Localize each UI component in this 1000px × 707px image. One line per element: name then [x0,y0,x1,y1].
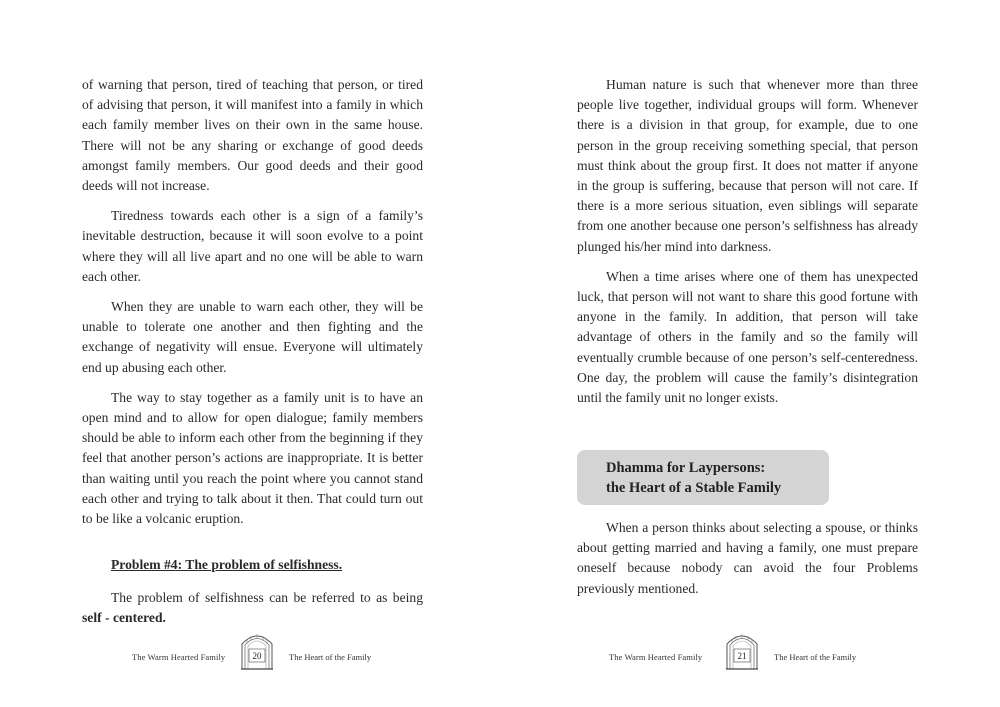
page-number-emblem [240,630,274,670]
footer-book-title: The Warm Hearted Family [132,652,226,662]
paragraph [82,588,423,628]
paragraph: The way to stay together as a family unit is to have an open mind and to allow for open dialogue; family members should be able to inform each other from the beginning if they feel that another person’s actions are inappropriate. It is better than waiting until you reach the point where you cannot stand each other and trying to talk about it then. That could turn out to be like a volcanic eruption. [82,389,423,527]
bold-term: self - centered. [82,610,166,626]
paragraph: Human nature is such that whenever more than three people live together, individual groups will form. Whenever there is a division in that group, for example, due to one person in the group receiving something special, that person must think about the group first. It does not matter if anyone in the group is suffering, because that person will not care. If there is a more serious situation, even siblings will separate from one another because one person’s selfishness has already plunged his/her mind into darkness. [577,77,918,254]
paragraph: When they are unable to warn each other, they will be unable to tolerate one another and then fighting and the exchange of negativity will ensue. Everyone will ultimately end up abusing each other. [82,299,423,375]
page-number: 21 [737,651,747,661]
arch-frame-icon [725,630,759,670]
paragraph-text: The problem of selfishness can be referred to as being [111,590,423,605]
page-footer [0,630,500,670]
page-number-emblem [725,630,759,670]
section-heading-line1: Dhamma for Laypersons: [606,460,766,476]
page-number: 20 [252,651,262,661]
paragraph: When a time arises where one of them has unexpected luck, that person will not want to share this good fortune with anyone in the family. In addition, that person will take advantage of others in the family and so the family will eventually crumble because of one person’s self-centeredness. One day, the problem will cause the family’s disintegration until the family unit no longer exists. [577,268,918,406]
footer-chapter-title: The Heart of the Family [774,652,857,662]
footer-chapter-title: The Heart of the Family [289,652,372,662]
page-footer [500,630,1000,670]
section-heading-box [577,450,829,505]
right-text-column [577,75,918,408]
paragraph: When a person thinks about selecting a spouse, or thinks about getting married and having a family, one must prepare oneself because nobody can avoid the four Problems previously mentioned. [577,520,918,596]
arch-frame-icon [240,630,274,670]
section-heading-line2: the Heart of a Stable Family [606,480,782,496]
paragraph: Tiredness towards each other is a sign of a family’s inevitable destruction, because it will soon evolve to a point where they will all live apart and no one will be able to warn each other. [82,208,423,284]
paragraph: of warning that person, tired of teaching that person, or tired of advising that person, it will manifest into a family in which each family member lives on their own in the same house. There will not be any sharing or exchange of good deeds amongst family members. Our good deeds and their good deeds will not increase. [82,77,423,194]
left-text-column [82,75,423,529]
problem-heading: Problem #4: The problem of selfishness. [111,557,343,572]
footer-book-title: The Warm Hearted Family [609,652,703,662]
right-page [500,0,1000,707]
